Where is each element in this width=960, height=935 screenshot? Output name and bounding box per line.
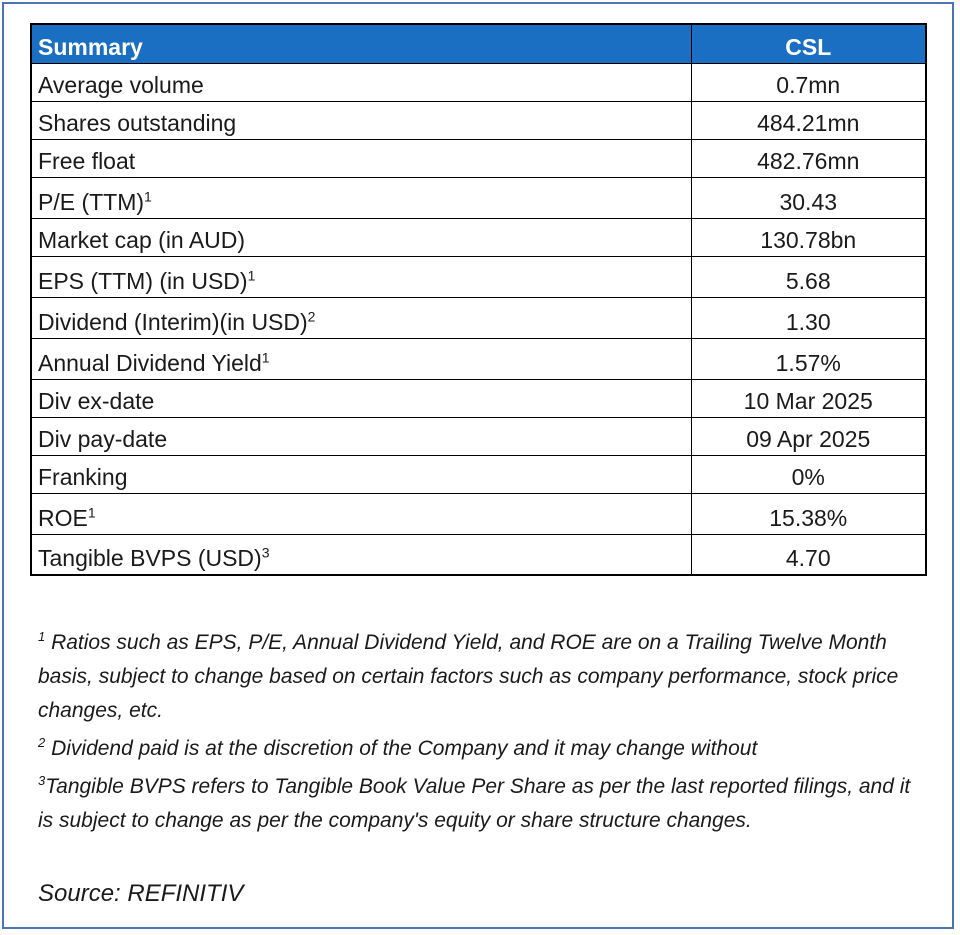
table-row [31, 139, 926, 177]
row-label-text: Shares outstanding [38, 109, 237, 136]
row-label-text: EPS (TTM) (in USD) [38, 267, 248, 294]
table-row [31, 338, 926, 379]
row-footnote-marker: 1 [144, 187, 152, 204]
row-value: 0.7mn [691, 63, 926, 101]
table-row [31, 218, 926, 256]
table-header-row [31, 24, 926, 63]
footnote-1 [38, 626, 918, 728]
summary-table [30, 23, 927, 576]
row-footnote-marker: 2 [307, 307, 316, 324]
header-csl-label: CSL [691, 24, 926, 63]
row-label [31, 101, 691, 139]
row-label [31, 417, 691, 455]
row-label [31, 493, 691, 534]
row-value: 10 Mar 2025 [691, 379, 926, 417]
footnotes [38, 626, 918, 842]
row-value: 09 Apr 2025 [691, 417, 926, 455]
row-label [31, 379, 691, 417]
footnote-marker: 3 [38, 773, 46, 788]
table-row [31, 297, 926, 338]
footnote-3 [38, 770, 918, 838]
row-label-text: Dividend (Interim)(in USD) [38, 308, 308, 335]
row-value: 1.30 [691, 297, 926, 338]
row-footnote-marker: 1 [261, 348, 270, 365]
footnote-text: Ratios such as EPS, P/E, Annual Dividend Yield, and ROE are on a Trailing Twelve Month basis, subject to change based on certain factors such as company performance, stock price changes, etc. [38, 631, 899, 722]
source-line: Source: REFINITIV [38, 880, 244, 907]
footnote-text: Dividend paid is at the discretion of the Company and it may change without [45, 737, 758, 760]
table-row [31, 493, 926, 534]
footnote-2 [38, 732, 918, 766]
table-body [31, 63, 926, 575]
row-label-text: ROE [38, 504, 88, 531]
row-label [31, 139, 691, 177]
row-footnote-marker: 1 [247, 266, 256, 283]
row-value: 15.38% [691, 493, 926, 534]
row-value: 130.78bn [691, 218, 926, 256]
row-label-text: Market cap (in AUD) [38, 226, 246, 253]
table-row [31, 455, 926, 493]
footnote-marker: 1 [38, 629, 46, 644]
table-row [31, 177, 926, 218]
row-label [31, 338, 691, 379]
row-label [31, 63, 691, 101]
row-label [31, 256, 691, 297]
row-label-text: Annual Dividend Yield [38, 349, 262, 376]
row-label-text: Div ex-date [38, 387, 155, 414]
row-label-text: Div pay-date [38, 425, 168, 452]
table-row [31, 101, 926, 139]
row-label-text: Average volume [38, 71, 204, 98]
row-label [31, 297, 691, 338]
row-label-text: Franking [38, 463, 128, 490]
row-label [31, 177, 691, 218]
row-value: 0% [691, 455, 926, 493]
row-value: 4.70 [691, 534, 926, 575]
row-label-text: Tangible BVPS (USD) [38, 545, 262, 571]
row-footnote-marker: 1 [87, 503, 96, 520]
row-value: 482.76mn [691, 139, 926, 177]
table-row [31, 417, 926, 455]
row-label [31, 218, 691, 256]
row-label-text: Free float [38, 147, 136, 174]
row-value: 30.43 [691, 177, 926, 218]
footnote-marker: 2 [38, 735, 46, 750]
table-row [31, 379, 926, 417]
row-value: 1.57% [691, 338, 926, 379]
row-label [31, 455, 691, 493]
row-footnote-marker: 3 [261, 544, 270, 561]
header-summary-label: Summary [31, 24, 691, 63]
row-value: 484.21mn [691, 101, 926, 139]
table-row [31, 256, 926, 297]
row-label-text: P/E (TTM) [38, 188, 145, 215]
table-row [31, 63, 926, 101]
row-label [31, 534, 691, 575]
footnote-text: Tangible BVPS refers to Tangible Book Value Per Share as per the last reported filings, and it is subject to change as per the company's equity or share structure changes. [38, 775, 911, 832]
row-value: 5.68 [691, 256, 926, 297]
table-row [31, 534, 926, 575]
